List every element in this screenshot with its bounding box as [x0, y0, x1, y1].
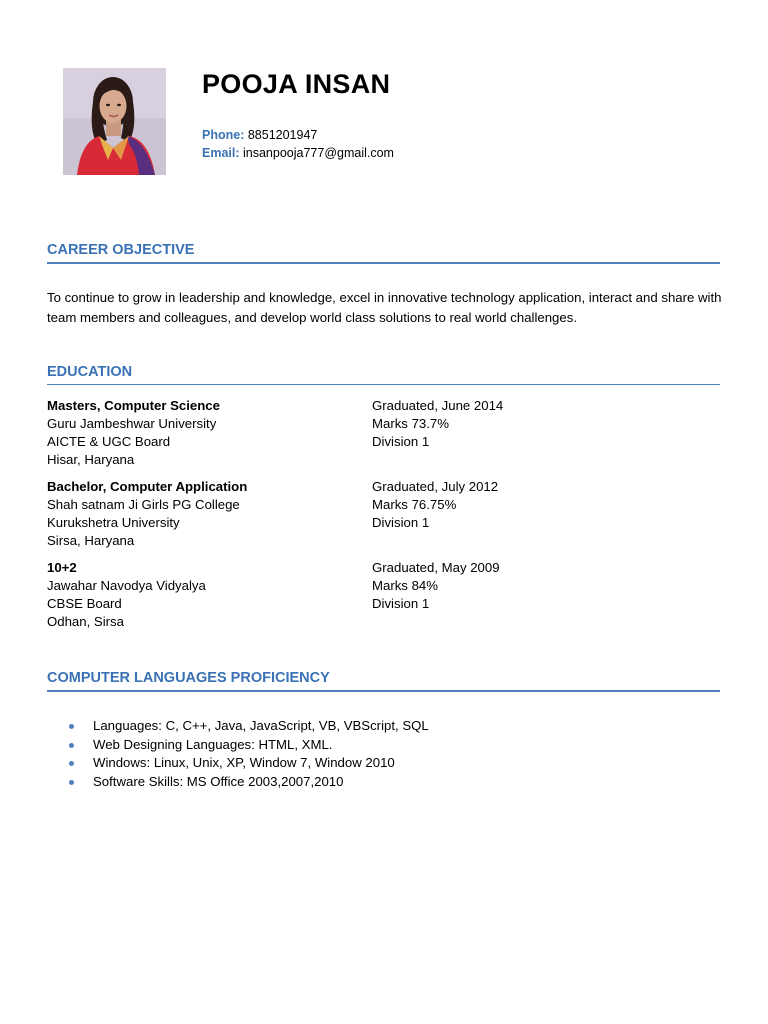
email-label: Email: [202, 145, 240, 160]
career-objective-text: To continue to grow in leadership and knowledge, excel in innovative technology application, interact and share with team members and colleagues, and develop world class solutions to real world challenges. [47, 290, 722, 325]
skills-heading: COMPUTER LANGUAGES PROFICIENCY [47, 669, 720, 692]
edu-board: Kurukshetra University [47, 515, 180, 530]
skills-list [47, 717, 429, 791]
edu-location: Odhan, Sirsa [47, 614, 124, 629]
list-item [47, 736, 429, 755]
email-line [202, 145, 394, 163]
edu-marks: Marks 73.7% [372, 416, 449, 431]
edu-location: Hisar, Haryana [47, 452, 135, 467]
list-item [47, 754, 429, 773]
edu-marks: Marks 76.75% [372, 497, 457, 512]
phone-label: Phone: [202, 128, 245, 142]
email-address: insanpooja777@gmail.com [243, 145, 394, 160]
edu-institution: Guru Jambeshwar University [47, 416, 217, 431]
edu-division: Division 1 [372, 596, 430, 611]
education-heading: EDUCATION [47, 363, 720, 385]
skill-text: Software Skills: MS Office 2003,2007,2010 [93, 773, 344, 789]
edu-graduated: Graduated, July 2012 [372, 479, 499, 494]
edu-graduated: Graduated, May 2009 [372, 560, 500, 575]
phone-number: 8851201947 [247, 128, 318, 142]
edu-board: CBSE Board [47, 596, 122, 611]
career-objective-heading: CAREER OBJECTIVE [47, 241, 720, 264]
contact-info [202, 127, 394, 162]
edu-institution: Jawahar Navodya Vidyalya [47, 578, 206, 593]
phone-line [202, 127, 394, 145]
skill-text: Windows: Linux, Unix, XP, Window 7, Window 2010 [93, 755, 395, 771]
edu-graduated: Graduated, June 2014 [372, 398, 504, 413]
edu-institution: Shah satnam Ji Girls PG College [47, 497, 240, 512]
bullet-icon [69, 743, 74, 748]
list-item [47, 717, 429, 736]
edu-degree: Masters, Computer Science [47, 398, 220, 413]
edu-degree: Bachelor, Computer Application [47, 479, 248, 494]
edu-division: Division 1 [372, 515, 430, 530]
edu-degree: 10+2 [47, 560, 77, 575]
edu-location: Sirsa, Haryana [47, 533, 135, 548]
edu-marks: Marks 84% [372, 578, 438, 593]
bullet-icon [69, 761, 74, 766]
bullet-icon [69, 780, 74, 785]
skill-text: Web Designing Languages: HTML, XML. [93, 736, 333, 752]
list-item [47, 773, 429, 792]
profile-photo [63, 68, 166, 175]
candidate-name: POOJA INSAN [202, 69, 391, 99]
edu-board: AICTE & UGC Board [47, 434, 171, 449]
bullet-icon [69, 724, 74, 729]
edu-division: Division 1 [372, 434, 430, 449]
skill-text: Languages: C, C++, Java, JavaScript, VB, VBScript, SQL [93, 718, 429, 733]
